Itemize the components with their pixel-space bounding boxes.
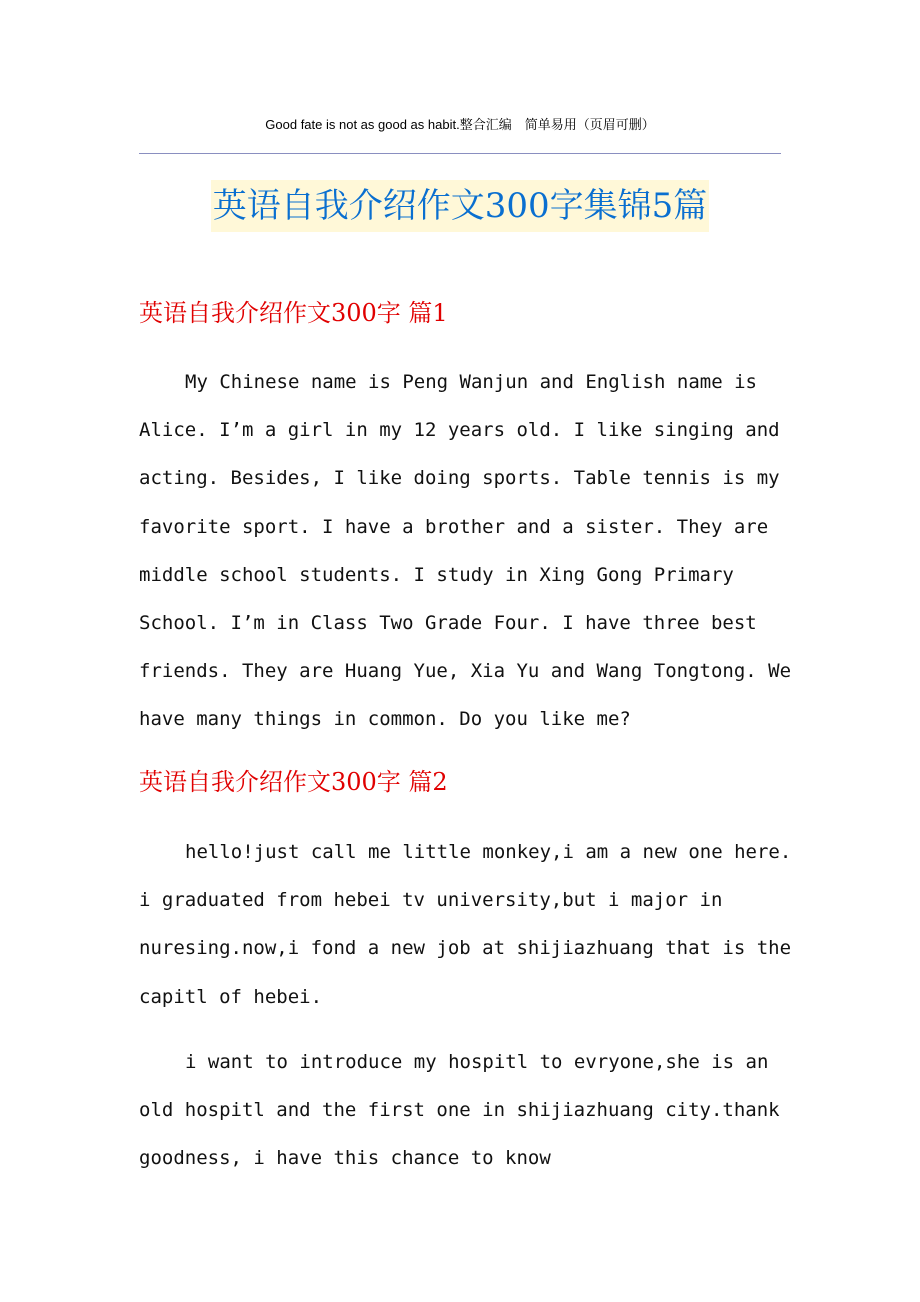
section-2-paragraph-1: hello!just call me little monkey,i am a new one here. i graduated from hebei tv university,but i major in nuresing.now,i fond a new job at shijiazhuang that is the capitl of hebei.	[139, 841, 792, 1008]
header-divider	[139, 153, 781, 154]
section-heading-2: 英语自我介绍作文300字 篇2	[139, 768, 448, 796]
document-title: 英语自我介绍作文300字集锦5篇	[211, 180, 710, 232]
section-heading-1: 英语自我介绍作文300字 篇1	[139, 299, 448, 327]
section-1-paragraph-1: My Chinese name is Peng Wanjun and English name is Alice. I’m a girl in my 12 years old. I like singing and acting. Besides, I like doing sports. Table tennis is my favorite sport. I have a brother and a sister. They are middle school students. I study in Xing Gong Primary School. I’m in Class Two Grade Four. I have three best friends. They are Huang Yue, Xia Yu and Wang Tongtong. We have many things in common. Do you like me?	[139, 371, 792, 731]
document-title-wrap	[0, 180, 920, 232]
page-header: Good fate is not as good as habit.整合汇编 简单易用（页眉可删）	[265, 117, 655, 132]
section-2-paragraph-2: i want to introduce my hospitl to evryone,she is an old hospitl and the first one in shijiazhuang city.thank goodness, i have this chance to know	[139, 1051, 780, 1170]
